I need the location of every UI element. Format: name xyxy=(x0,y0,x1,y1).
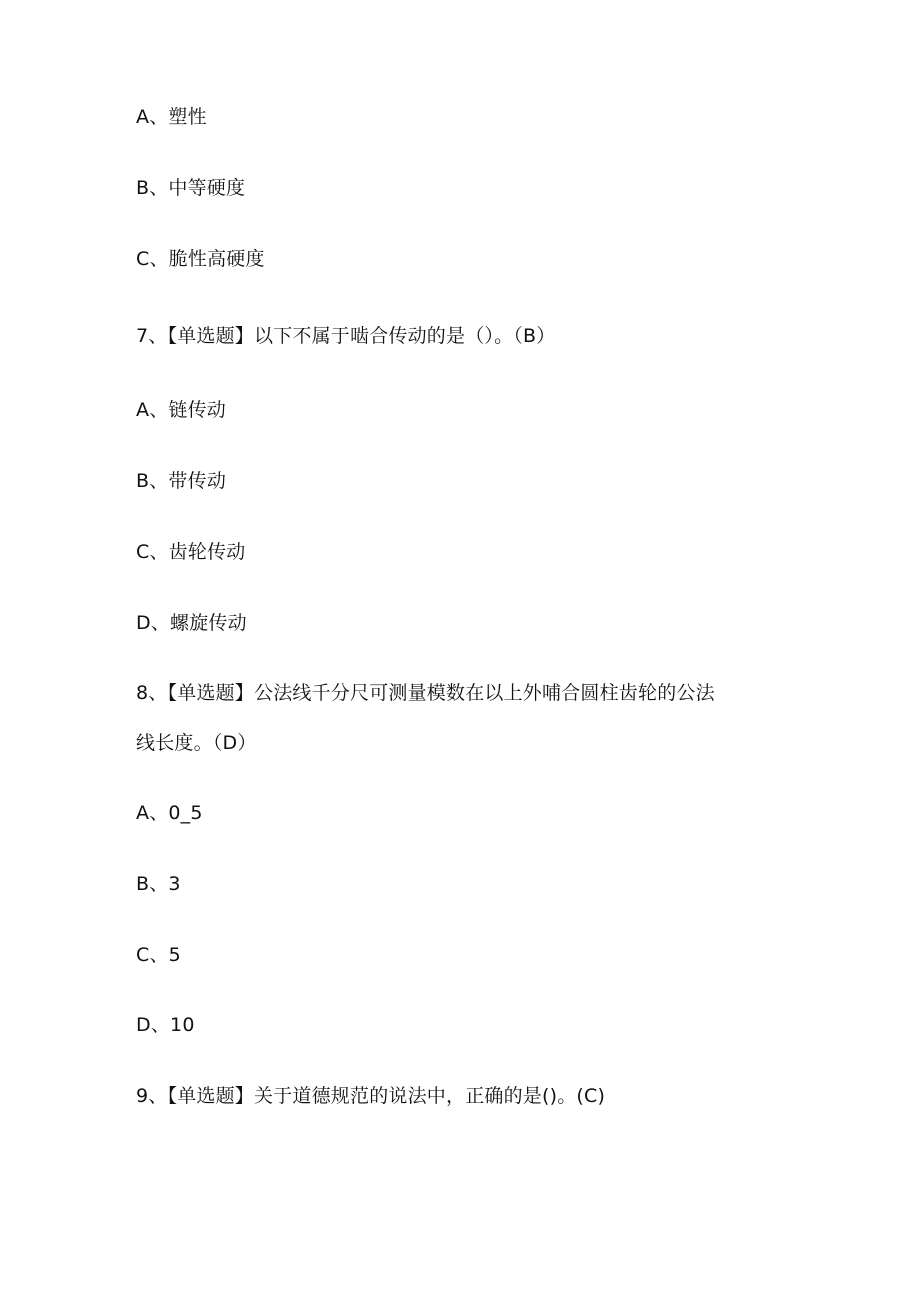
q7-option-c: C、齿轮传动 xyxy=(136,541,246,563)
q7-option-b: B、带传动 xyxy=(136,470,227,492)
q7-question: 7、【单选题】以下不属于啮合传动的是（）。（B） xyxy=(136,325,556,347)
q6-option-c: C、脆性高硬度 xyxy=(136,248,265,270)
q8-question-line1: 8、【单选题】公法线千分尺可测量模数在以上外哺合圆柱齿轮的公法 xyxy=(136,682,715,704)
q9-question: 9、【单选题】关于道德规范的说法中，正确的是()。(C) xyxy=(136,1085,606,1107)
q7-option-d: D、螺旋传动 xyxy=(136,612,247,634)
q8-option-a: A、0_5 xyxy=(136,802,203,824)
q6-option-b: B、中等硬度 xyxy=(136,177,246,199)
q8-option-c: C、5 xyxy=(136,944,181,966)
q8-question-line2: 线长度。（D） xyxy=(136,732,257,754)
q8-option-d: D、10 xyxy=(136,1014,195,1036)
q7-option-a: A、链传动 xyxy=(136,399,226,421)
q6-option-a: A、塑性 xyxy=(136,106,207,128)
q8-option-b: B、3 xyxy=(136,873,181,895)
